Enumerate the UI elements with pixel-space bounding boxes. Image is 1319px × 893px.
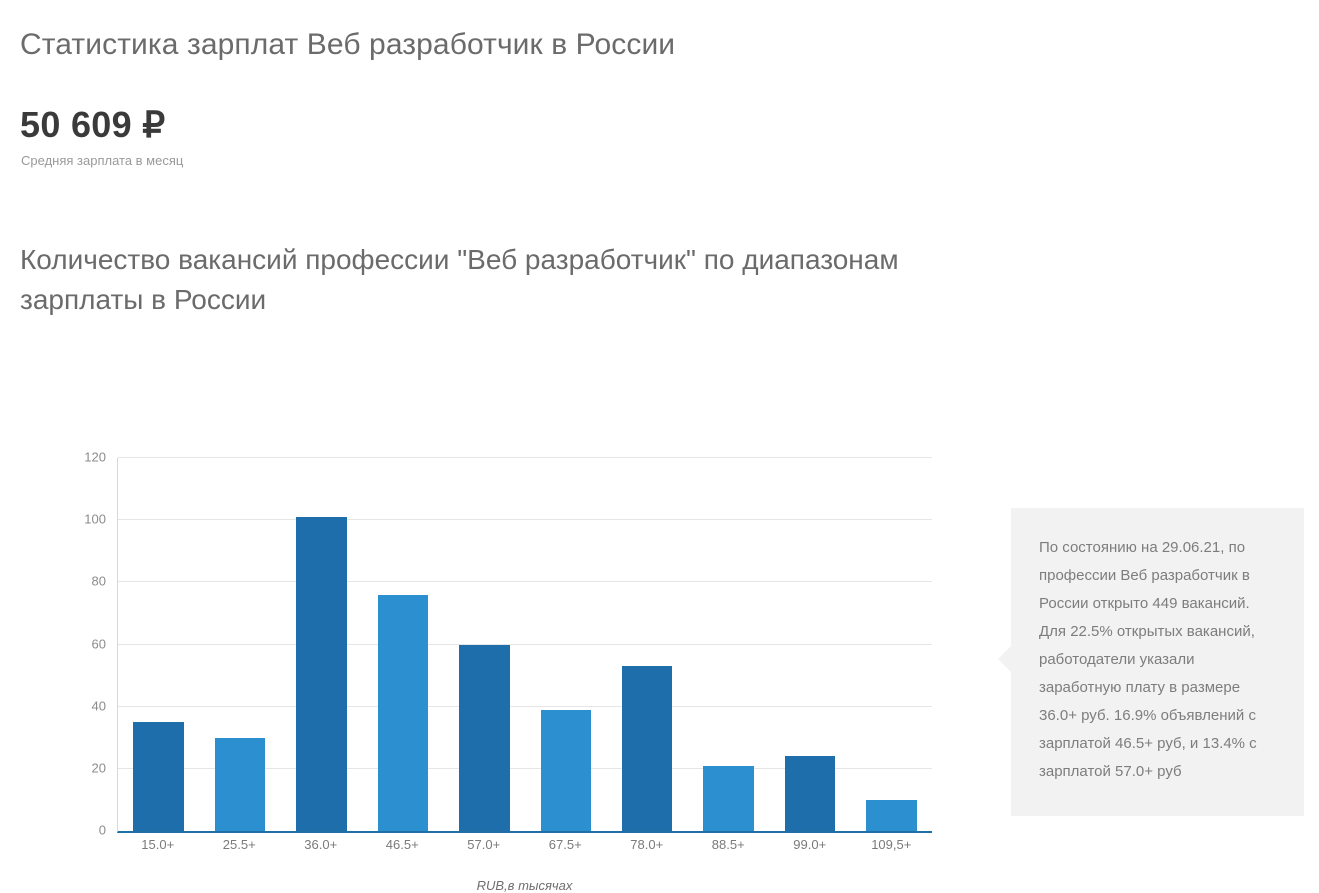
y-tick-label: 80 <box>91 573 106 589</box>
x-tick-label: 99.0+ <box>793 837 827 852</box>
chart-bar[interactable] <box>459 645 509 832</box>
x-tick-label: 67.5+ <box>548 837 582 852</box>
y-tick-label: 40 <box>91 698 106 714</box>
bar-slot <box>444 458 525 831</box>
info-callout <box>1011 508 1304 816</box>
x-tick-label: 46.5+ <box>385 837 419 852</box>
x-tick-label: 78.0+ <box>630 837 664 852</box>
chart-bars <box>118 458 932 831</box>
x-tick-label: 109,5+ <box>871 837 912 852</box>
average-salary-value: 50 609 ₽ <box>20 104 166 145</box>
bar-slot <box>688 458 769 831</box>
page-title: Статистика зарплат Веб разработчик в России <box>20 28 676 61</box>
chart-bar[interactable] <box>785 756 835 831</box>
bar-slot <box>118 458 199 831</box>
bar-slot <box>606 458 687 831</box>
vacancies-by-salary-chart <box>60 430 912 893</box>
bar-slot <box>851 458 932 831</box>
y-tick-label: 0 <box>98 822 106 838</box>
chart-bar[interactable] <box>215 738 265 831</box>
x-tick-label: 57.0+ <box>467 837 501 852</box>
y-tick-label: 100 <box>84 511 106 527</box>
x-tick-label: 15.0+ <box>141 837 175 852</box>
bar-slot <box>362 458 443 831</box>
x-tick-label: 25.5+ <box>222 837 256 852</box>
y-tick-label: 60 <box>91 636 106 651</box>
average-salary-caption: Средняя зарплата в месяц <box>21 153 184 168</box>
chart-bar[interactable] <box>622 666 672 831</box>
section-title: Количество вакансий профессии "Веб разработчик" по диапазонам зарплаты в России <box>20 244 899 315</box>
bar-slot <box>525 458 606 831</box>
chart-bar[interactable] <box>703 766 753 831</box>
chart-bar[interactable] <box>133 722 183 831</box>
bar-slot <box>199 458 280 831</box>
info-callout-text: По состоянию на 29.06.21, по профессии Веб разработчик в России открыто 449 вакансий. Для 22.5% открытых вакансий, работодатели указали заработную плату в размере 36.0+ руб. 16.9% объявлений с зарплатой 46.5+ руб, и 13.4% с зарплатой 57.0+ руб <box>1039 539 1257 780</box>
x-tick-label: 88.5+ <box>711 837 745 852</box>
chart-bar[interactable] <box>866 800 916 831</box>
chart-bar[interactable] <box>296 517 346 831</box>
bar-slot <box>769 458 850 831</box>
chart-bar[interactable] <box>378 595 428 831</box>
chart-bar[interactable] <box>541 710 591 831</box>
bar-slot <box>281 458 362 831</box>
chart-plot-area <box>84 449 932 838</box>
y-tick-label: 120 <box>84 449 106 465</box>
x-tick-label: 36.0+ <box>304 837 338 852</box>
y-tick-label: 20 <box>91 760 106 776</box>
chart-x-axis-title: RUB,в тысячах <box>476 878 573 893</box>
chart-x-tick-labels <box>117 837 932 852</box>
